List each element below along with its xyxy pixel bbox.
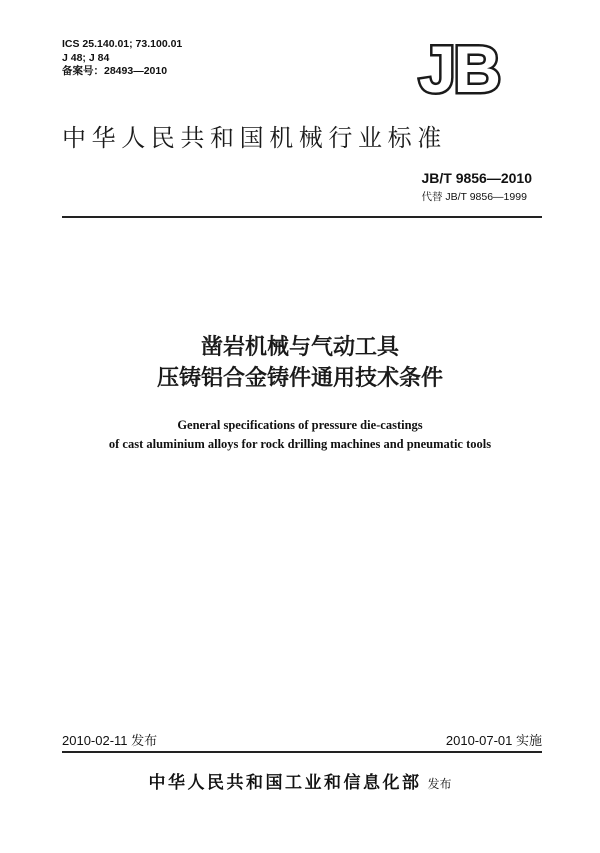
standard-codes xyxy=(421,170,532,204)
issuer-suffix: 发布 xyxy=(427,777,452,791)
english-title-line-2: of cast aluminium alloys for rock drilling machines and pneumatic tools xyxy=(108,437,492,451)
jb-logo-text: JB xyxy=(418,42,500,96)
record-number: 备案号：28493—2010 xyxy=(62,65,168,77)
chinese-title xyxy=(0,331,600,393)
header-divider xyxy=(62,216,542,218)
chinese-title-line-2: 压铸铝合金铸件通用技术条件 xyxy=(156,365,443,390)
chinese-title-line-1: 凿岩机械与气动工具 xyxy=(200,334,399,359)
footer-divider xyxy=(62,751,542,753)
jb-logo xyxy=(404,42,514,96)
issuing-authority xyxy=(0,768,600,793)
ics-code: ICS 25.140.01; 73.100.01 xyxy=(62,38,183,50)
standard-number: JB/T 9856—2010 xyxy=(421,170,532,186)
classification-block xyxy=(62,38,182,79)
publish-date: 2010-02-11 发布 xyxy=(62,733,158,748)
english-title-line-1: General specifications of pressure die-castings xyxy=(177,418,423,432)
ccs-code: J 48; J 84 xyxy=(62,51,110,64)
effective-date: 2010-07-01 实施 xyxy=(445,733,542,748)
standard-category-title: 中华人民共和国机械行业标准 xyxy=(62,125,447,152)
replaced-standard: 代替 JB/T 9856—1999 xyxy=(421,191,527,203)
issuer-name: 中华人民共和国工业和信息化部 xyxy=(148,773,422,792)
english-title xyxy=(0,416,600,454)
